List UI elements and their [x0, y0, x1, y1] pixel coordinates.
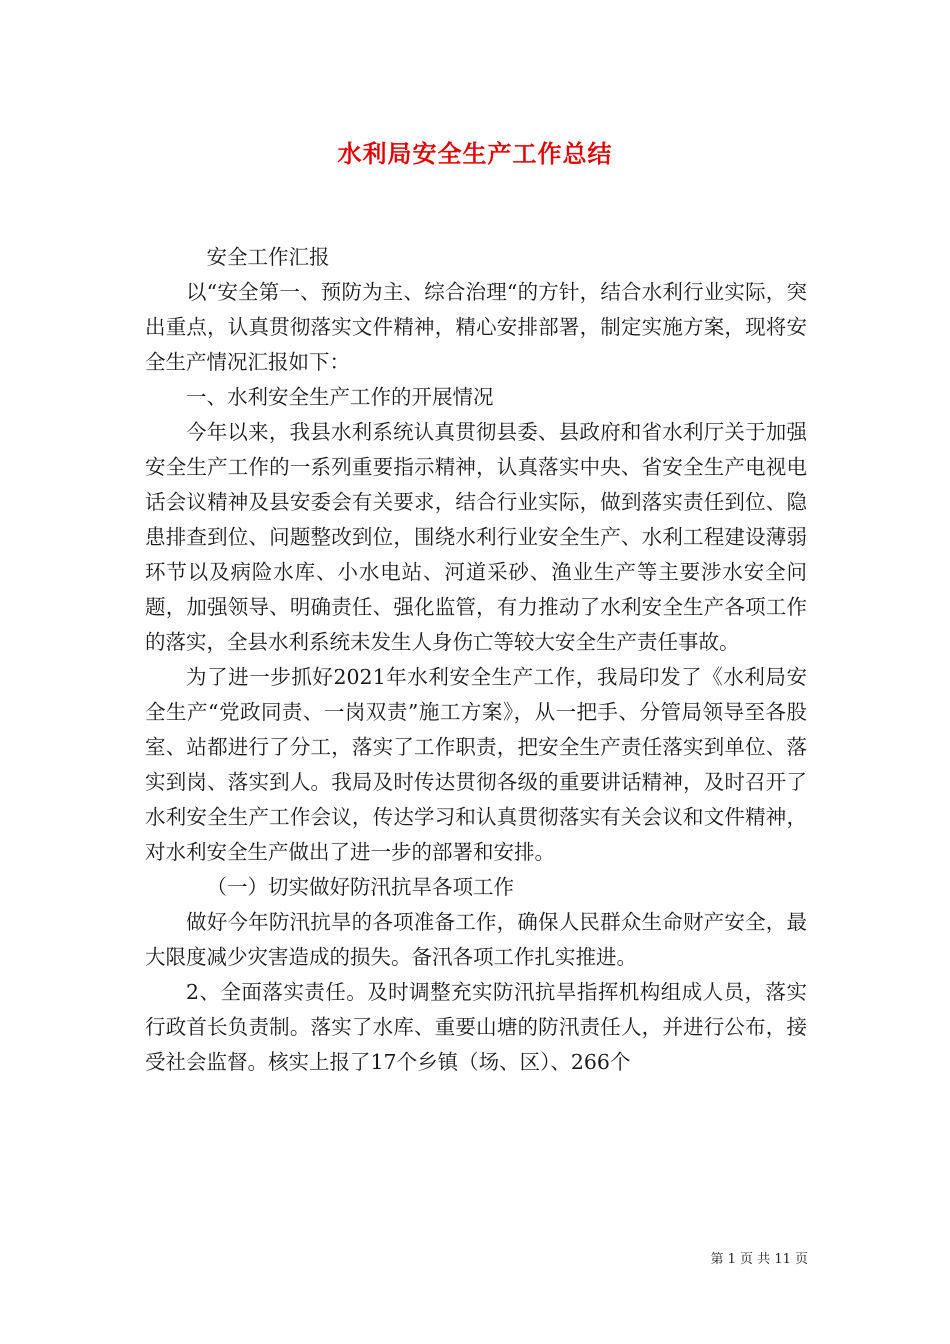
- paragraph-responsibility: 2、全面落实责任。及时调整充实防汛抗旱指挥机构组成人员，落实行政首长负责制。落实了水库、重要山塘的防汛责任人，并进行公布，接受社会监督。核实上报了17个乡镇（场、区）、266个: [145, 980, 807, 1074]
- paragraph-flood-prep: 做好今年防汛抗旱的各项准备工作，确保人民群众生命财产安全，最大限度减少灾害造成的损失。备汛各项工作扎实推进。: [145, 910, 807, 969]
- paragraph-plan: 为了进一步抓好2021年水利安全生产工作，我局印发了《水利局安全生产“党政同责、一岗双责”施工方案》，从一把手、分管局领导至各股室、站都进行了分工，落实了工作职责，把安全生产责任落实到单位、落实到岗、落实到人。我局及时传达贯彻各级的重要讲话精神，及时召开了水利安全生产工作会议，传达学习和认真贯彻落实有关会议和文件精神，对水利安全生产做出了进一步的部署和安排。: [145, 665, 807, 864]
- document-title: 水利局安全生产工作总结: [337, 140, 613, 168]
- paragraph-overview: 今年以来，我县水利系统认真贯彻县委、县政府和省水利厅关于加强安全生产工作的一系列重要指示精神，认真落实中央、省安全生产电视电话会议精神及县安委会有关要求，结合行业实际，做到落实责任到位、隐患排查到位、问题整改到位，围绕水利行业安全生产、水利工程建设薄弱环节以及病险水库、小水电站、河道采砂、渔业生产等主要涉水安全问题，加强领导、明确责任、强化监管，有力推动了水利安全生产各项工作的落实，全县水利系统未发生人身伤亡等较大安全生产责任事故。: [145, 420, 807, 654]
- paragraph-intro: 以“安全第一、预防为主、综合治理“的方针，结合水利行业实际，突出重点，认真贯彻落实文件精神，精心安排部署，制定实施方案，现将安全生产情况汇报如下：: [145, 280, 807, 374]
- document-body: [145, 240, 807, 1080]
- section-heading: 一、水利安全生产工作的开展情况: [186, 385, 494, 409]
- subsection-heading: （一）切实做好防汛抗旱各项工作: [206, 875, 514, 899]
- page-number: 第 1 页 共 11 页: [710, 1252, 808, 1267]
- paragraph-subtitle: 安全工作汇报: [206, 245, 330, 269]
